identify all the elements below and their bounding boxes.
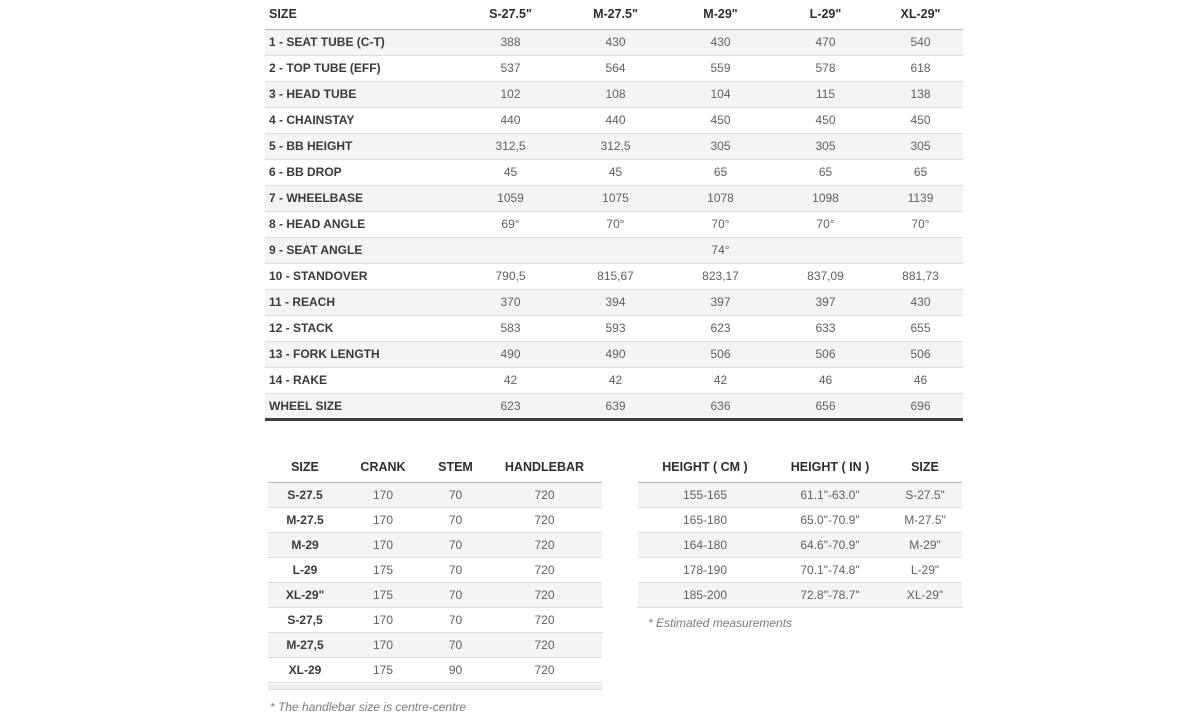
table-row xyxy=(265,393,963,419)
cell-value: 108 xyxy=(605,87,626,101)
row-label: M-27.5 xyxy=(286,512,324,527)
row-label: L-29 xyxy=(292,562,318,577)
cell-value: 720 xyxy=(534,662,555,677)
cell-value: 164-180 xyxy=(682,537,728,552)
row-label: M-29 xyxy=(291,537,319,552)
geometry-table xyxy=(265,0,963,421)
cell-value: 583 xyxy=(500,321,521,335)
cell-value: 655 xyxy=(910,321,931,335)
cell-value: 430 xyxy=(710,35,731,49)
cell-value: 1098 xyxy=(812,191,839,205)
row-label: 11 - REACH xyxy=(269,295,336,309)
cell-value: 450 xyxy=(710,113,731,127)
cell-value: 490 xyxy=(500,347,521,361)
cell-value: 70 xyxy=(448,512,463,527)
cell-value xyxy=(878,237,963,263)
row-label: 5 - BB HEIGHT xyxy=(269,139,353,153)
cell-value: 696 xyxy=(910,398,931,413)
cell-value: XL-29" xyxy=(906,587,944,602)
table-row xyxy=(265,315,963,341)
cell-value: 639 xyxy=(605,398,626,413)
column-header: STEM xyxy=(438,460,473,475)
cell-value: 430 xyxy=(605,35,626,49)
column-header: M-27.5" xyxy=(593,7,638,22)
column-header: S-27.5" xyxy=(489,7,532,22)
cell-value: 65 xyxy=(713,165,728,179)
cell-value: L-29" xyxy=(910,562,940,577)
cell-value: 70 xyxy=(448,637,463,652)
table-row xyxy=(638,582,962,607)
cell-value: M-29" xyxy=(909,537,941,552)
cell-value: 138 xyxy=(910,87,931,101)
row-label: 2 - TOP TUBE (EFF) xyxy=(269,61,381,75)
table-row xyxy=(638,482,962,507)
cell-value: 388 xyxy=(500,35,521,49)
cell-value: 170 xyxy=(372,612,394,627)
cell-value: 623 xyxy=(710,321,731,335)
cell-value: 69° xyxy=(501,217,520,231)
table-row xyxy=(265,133,963,159)
cell-value: 633 xyxy=(815,321,836,335)
cell-value: 506 xyxy=(710,347,731,361)
cell-value xyxy=(773,237,878,263)
cell-value: 90 xyxy=(448,662,463,677)
sizing-table-header-row xyxy=(638,453,962,482)
table-row xyxy=(265,211,963,237)
cell-value: 46 xyxy=(818,373,833,387)
cell-value: 636 xyxy=(710,398,731,413)
components-section xyxy=(268,453,602,714)
row-label: 8 - HEAD ANGLE xyxy=(269,217,366,231)
table-row xyxy=(265,263,963,289)
table-row xyxy=(268,557,602,582)
cell-value: 312,5 xyxy=(600,139,631,153)
components-table xyxy=(268,453,602,683)
cell-value: 70.1"-74.8" xyxy=(800,562,860,577)
cell-value: 72.8"-78.7" xyxy=(800,587,860,602)
cell-value: 178-190 xyxy=(682,562,728,577)
cell-value: 61.1"-63.0" xyxy=(800,487,860,502)
cell-value: 720 xyxy=(534,637,555,652)
cell-value: 70° xyxy=(711,217,730,231)
cell-value: 305 xyxy=(710,139,731,153)
cell-value: 70 xyxy=(448,612,463,627)
cell-value: 720 xyxy=(534,612,555,627)
cell-value: 70 xyxy=(448,562,463,577)
cell-value: 623 xyxy=(500,398,521,413)
cell-value: 175 xyxy=(372,562,394,577)
row-label: WHEEL SIZE xyxy=(269,398,343,413)
row-label: 1 - SEAT TUBE (C-T) xyxy=(269,35,385,49)
cell-value: 45 xyxy=(503,165,518,179)
cell-value: 394 xyxy=(605,295,626,309)
cell-value: 559 xyxy=(710,61,731,75)
table-row xyxy=(268,632,602,657)
cell-value: 305 xyxy=(910,139,931,153)
cell-value: 720 xyxy=(534,487,555,502)
table-row xyxy=(638,557,962,582)
cell-value: 170 xyxy=(372,512,394,527)
cell-value: 175 xyxy=(372,587,394,602)
table-row xyxy=(268,582,602,607)
estimated-footnote: * Estimated measurements xyxy=(648,615,793,630)
cell-value: 450 xyxy=(910,113,931,127)
table-row xyxy=(268,532,602,557)
cell-value: 74° xyxy=(711,243,730,257)
cell-value: 170 xyxy=(372,487,394,502)
cell-value: 837,09 xyxy=(807,269,844,283)
cell-value: 720 xyxy=(534,512,555,527)
cell-value: 185-200 xyxy=(682,587,728,602)
cell-value: 720 xyxy=(534,537,555,552)
cell-value: 70 xyxy=(448,537,463,552)
components-table-header-row xyxy=(268,453,602,482)
cell-value xyxy=(458,237,563,263)
row-label: XL-29" xyxy=(285,587,325,602)
cell-value: 790,5 xyxy=(495,269,526,283)
table-row xyxy=(265,289,963,315)
row-label: 3 - HEAD TUBE xyxy=(269,87,357,101)
table-row xyxy=(265,81,963,107)
cell-value: 70° xyxy=(606,217,625,231)
cell-value: 1078 xyxy=(707,191,734,205)
cell-value: 1059 xyxy=(497,191,524,205)
table-row xyxy=(265,367,963,393)
cell-value: 102 xyxy=(500,87,521,101)
column-header: M-29" xyxy=(703,7,738,22)
table-row xyxy=(638,532,962,557)
column-header: XL-29" xyxy=(900,7,941,22)
cell-value xyxy=(563,237,668,263)
cell-value: 490 xyxy=(605,347,626,361)
cell-value: 540 xyxy=(910,35,931,49)
cell-value: 720 xyxy=(534,562,555,577)
table-row xyxy=(265,55,963,81)
column-header: SIZE xyxy=(269,7,297,22)
column-header: CRANK xyxy=(360,460,406,475)
cell-value: 70° xyxy=(911,217,930,231)
cell-value: 720 xyxy=(534,587,555,602)
cell-value: 823,17 xyxy=(702,269,739,283)
cell-value: 470 xyxy=(815,35,836,49)
table-row xyxy=(265,185,963,211)
cell-value: 45 xyxy=(608,165,623,179)
cell-value: 65 xyxy=(818,165,833,179)
row-label: M-27,5 xyxy=(286,637,324,652)
column-header: HEIGHT ( CM ) xyxy=(662,460,748,475)
cell-value: 1139 xyxy=(907,191,934,205)
cell-value: 65 xyxy=(913,165,928,179)
cell-value: 578 xyxy=(815,61,836,75)
cell-value: 397 xyxy=(815,295,836,309)
cell-value: S-27.5" xyxy=(905,487,945,502)
cell-value: 815,67 xyxy=(597,269,634,283)
table-row xyxy=(268,507,602,532)
cell-value: 70° xyxy=(816,217,835,231)
row-label: 9 - SEAT ANGLE xyxy=(269,243,363,257)
row-label: 6 - BB DROP xyxy=(269,165,342,179)
cell-value: 656 xyxy=(815,398,836,413)
cell-value: 170 xyxy=(372,537,394,552)
cell-value: 115 xyxy=(815,87,836,101)
cell-value: 506 xyxy=(910,347,931,361)
row-label: 13 - FORK LENGTH xyxy=(269,347,380,361)
row-label: 12 - STACK xyxy=(269,321,334,335)
cell-value: 155-165 xyxy=(682,487,728,502)
cell-value: 104 xyxy=(710,87,731,101)
cell-value: 450 xyxy=(815,113,836,127)
cell-value: 430 xyxy=(910,295,931,309)
table-row xyxy=(268,657,602,682)
column-header: HEIGHT ( IN ) xyxy=(790,460,870,475)
handlebar-footnote: * The handlebar size is centre-centre xyxy=(270,699,467,714)
cell-value: 618 xyxy=(910,61,931,75)
sizing-table xyxy=(638,453,962,608)
cell-value: 305 xyxy=(815,139,836,153)
table-row xyxy=(268,607,602,632)
row-label: 4 - CHAINSTAY xyxy=(269,113,355,127)
cell-value: 170 xyxy=(372,637,394,652)
table-row xyxy=(265,159,963,185)
cell-value: 312,5 xyxy=(495,139,526,153)
table-row xyxy=(638,507,962,532)
row-label: 14 - RAKE xyxy=(269,373,328,387)
column-header: L-29" xyxy=(809,7,842,22)
row-label: 10 - STANDOVER xyxy=(269,269,368,283)
cell-value: 593 xyxy=(605,321,626,335)
cell-value: 70 xyxy=(448,587,463,602)
row-label: S-27,5 xyxy=(287,612,323,627)
table-row xyxy=(265,237,963,263)
cell-value: 506 xyxy=(815,347,836,361)
cell-value: 65.0"-70.9" xyxy=(800,512,860,527)
table-row xyxy=(268,482,602,507)
cell-value: 440 xyxy=(605,113,626,127)
cell-value: 42 xyxy=(713,373,728,387)
cell-value: 175 xyxy=(372,662,394,677)
table-row xyxy=(265,29,963,55)
column-header: SIZE xyxy=(291,460,319,475)
row-label: XL-29 xyxy=(288,662,322,677)
cell-value: 881,73 xyxy=(902,269,939,283)
cell-value: 42 xyxy=(608,373,623,387)
cell-value: 397 xyxy=(710,295,731,309)
cell-value: 70 xyxy=(448,487,463,502)
table-row xyxy=(265,107,963,133)
row-label: 7 - WHEELBASE xyxy=(269,191,364,205)
cell-value: 440 xyxy=(500,113,521,127)
table-row xyxy=(265,341,963,367)
cell-value: M-27.5" xyxy=(904,512,946,527)
cell-value: 564 xyxy=(605,61,626,75)
column-header: HANDLEBAR xyxy=(504,460,585,475)
cell-value: 165-180 xyxy=(682,512,728,527)
cell-value: 537 xyxy=(500,61,521,75)
cell-value: 370 xyxy=(500,295,521,309)
geometry-table-header-row xyxy=(265,0,963,29)
row-label: S-27.5 xyxy=(287,487,323,502)
cell-value: 64.6"-70.9" xyxy=(800,537,860,552)
cell-value: 46 xyxy=(913,373,928,387)
cell-value: 1075 xyxy=(602,191,629,205)
cell-value: 42 xyxy=(503,373,518,387)
sizing-section xyxy=(638,453,962,630)
column-header: SIZE xyxy=(911,460,939,475)
table-footer-strip xyxy=(268,684,602,690)
